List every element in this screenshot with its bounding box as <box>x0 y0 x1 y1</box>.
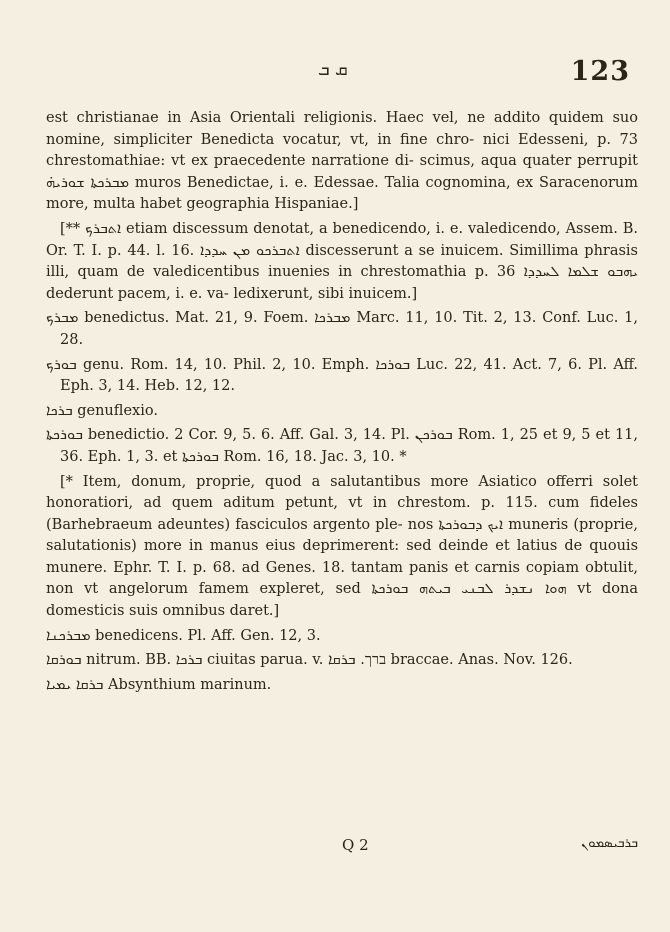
lexicon-entry <box>46 650 638 672</box>
catchword: ܒܪܒܝܣܡܘܢ <box>581 836 638 851</box>
text-line: 25 et 9, 5 et 11, 36. Eph. 1, 3. et ܒܘܪܟܬܐ Rom. 16, 18. Jac. 3, 10. * <box>60 427 639 465</box>
text-line: inuicem. Simillima phrasis illi, quam de valedicentibus inuenies <box>46 242 639 281</box>
text-line: [* Item, donum, proprie, quod a salutantibus more Asiatico <box>60 473 537 490</box>
text-line: ܡܒܪܟ benedictus. Mat. 21, 9. Foem. ܡܒܪܟܐ Marc. 11, 10. Tit. 2, 13. <box>46 310 537 327</box>
text-body <box>46 108 638 699</box>
lexicon-entry <box>46 308 638 351</box>
text-line: angelorum famem expleret, sed ܗܘܐ ܢܫܕܪ ܠܒܢܝ ܒܝܬܗ ܒܘܪܟܬܐ <box>108 581 567 598</box>
text-line: Edessae. Talia cognomina, ex Saracenorum more, multa habet <box>46 174 638 213</box>
text-line: est christianae in Asia Orientali religionis. Haec vel, ne addito <box>46 110 541 126</box>
text-line: quidem suo nomine, simpliciter Benedicta vocatur, vt, in fine chro- <box>46 110 638 148</box>
paragraph <box>46 472 638 623</box>
text-line: nici Edesseni, p. 73 chrestomathiae: vt ex praecedente narratione di- <box>46 131 638 170</box>
running-head-syriac: ܩ ܒ <box>318 60 348 80</box>
text-line: ܒܪܟܐ genuflexio. <box>46 402 158 419</box>
lexicon-entry <box>46 425 638 468</box>
text-line: vt dona domesticis suis omnibus daret.] <box>46 581 639 620</box>
lexicon-entry <box>46 675 638 697</box>
text-line: geographia Hispaniae.] <box>186 196 359 213</box>
text-line: scimus, aqua quater perrupit ܡܒܪܟܬܐ ܫܘܪܝܗ̇ muros Benedictae, i. e. <box>46 153 639 191</box>
text-line: in chrestomathia p. 36 ܝܗܒܘ ܫܠܡܐ ܠܚܕܕܐ dederunt pacem, i. e. va- <box>46 264 638 302</box>
text-line: Conf. Luc. 1, 28. <box>60 310 639 348</box>
text-line: 7, 6. Pl. Aff. Eph. 3, 14. Heb. 12, 12. <box>60 356 638 395</box>
text-line: ܒܘܪܟ genu. Rom. 14, 10. Phil. 2, 10. Emph. ܒܘܪܟܐ Luc. 22, 41. Act. <box>46 356 542 373</box>
text-line: ܒܪܩܐ ܝܡܝܐ Absynthium marinum. <box>46 676 272 693</box>
text-line: offerri solet honoratiori, ad quem aditum petunt, vt in chrestom. <box>46 473 638 512</box>
page-number: 123 <box>570 56 630 87</box>
text-line: [** ܐܬܒܪܟ etiam discessum denotat, a benedicendo, i. e. valedicendo, <box>60 220 561 237</box>
text-line: ledixerunt, sibi inuicem.] <box>233 285 418 302</box>
page-footer <box>46 836 638 860</box>
text-line: nos ܐܝܟ ܕܒܘܪܟܬܐ muneris (proprie, salutationis) more in manus eius <box>46 516 638 555</box>
text-line: p. 115. cum fideles (Barhebraeum adeuntes) fasciculos argento ple- <box>46 495 638 533</box>
paragraph <box>46 219 638 305</box>
text-line: ܡܒܪܟܢܐ benedicens. Pl. Aff. Gen. 12, 3. <box>46 627 321 644</box>
lexicon-entry <box>46 401 638 423</box>
signature-mark: Q 2 <box>342 836 369 854</box>
text-line: p. 68. ad Genes. 18. tantam panis et carnis copiam obtulit, non vt <box>46 559 638 598</box>
lexicon-entry <box>46 355 638 398</box>
lexicon-entry <box>46 626 638 648</box>
text-line: deprimerent: sed deinde et latius de quouis munere. Ephr. T. I. <box>46 538 639 576</box>
text-line: Assem. B. Or. T. I. p. 44. l. 16. ܐܬܒܪܟܘ ܡܢ ܚܕܕܐ discesserunt a se <box>46 220 639 259</box>
text-line: ܒܘܪܩܐ nitrum. BB. ܒܪܟܐ ciuitas parua. v. ברך. ܒܪܩܐ braccae. <box>46 652 454 669</box>
paragraph <box>46 108 638 216</box>
text-line: Anas. Nov. 126. <box>458 652 573 669</box>
text-line: ܒܘܪܟܬܐ benedictio. 2 Cor. 9, 5. 6. Aff. Gal. 3, 14. Pl. ܒܘܪܟܢ Rom. 1, <box>46 427 515 444</box>
